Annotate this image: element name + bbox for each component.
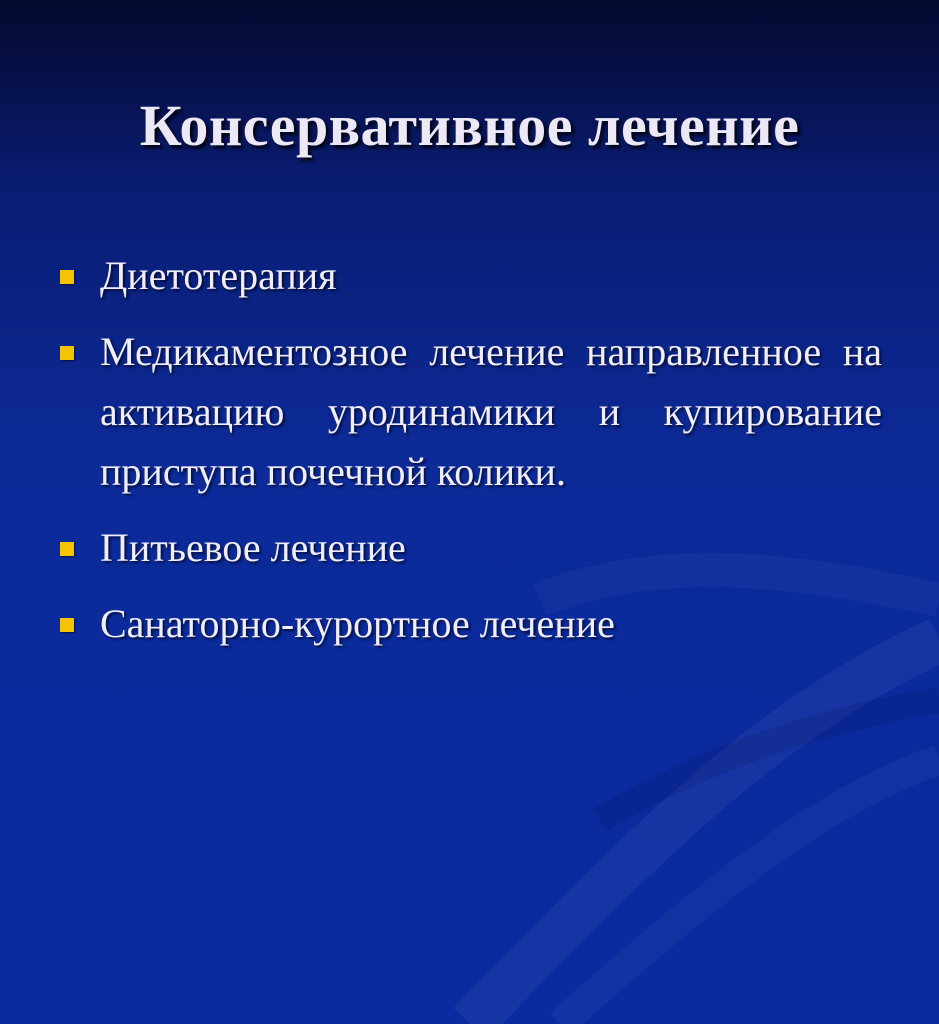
slide-title: Консервативное лечение (139, 93, 800, 158)
square-bullet-icon (60, 618, 74, 632)
bullet-item (56, 518, 882, 578)
bullet-text: Диетотерапия (100, 253, 337, 298)
square-bullet-icon (60, 270, 74, 284)
bullet-item (56, 322, 882, 502)
bullet-item (56, 246, 882, 306)
bullet-item (56, 594, 882, 654)
bullet-text: Питьевое лечение (100, 525, 406, 570)
square-bullet-icon (60, 346, 74, 360)
bullet-text: Санаторно-курортное лечение (100, 601, 615, 646)
bullet-text: Медикаментозное лечение направленное на активацию уродинамики и купирование приступа почечной колики. (100, 329, 882, 494)
square-bullet-icon (60, 542, 74, 556)
bullet-list (56, 246, 882, 670)
